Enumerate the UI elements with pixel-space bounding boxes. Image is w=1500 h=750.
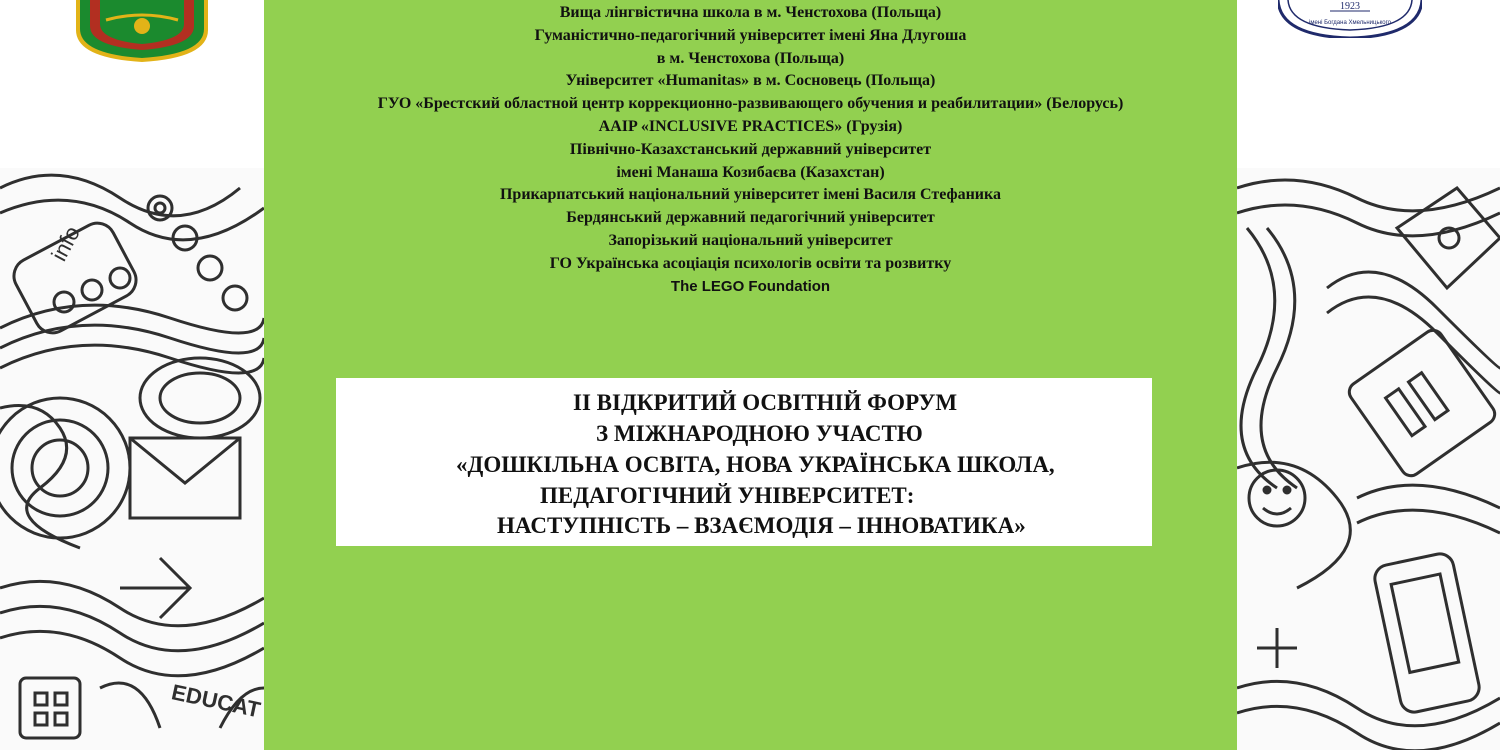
organizer-item: ГУО «Брестский областной центр коррекционно-развивающего обучения и реабилитации» (Белорусь) — [377, 95, 1124, 113]
seal-text: імені Богдана Хмельницького — [1309, 20, 1391, 26]
organizer-item: Бердянський державний педагогічний університет — [566, 209, 935, 227]
university-crest-logo — [76, 0, 208, 62]
forum-title-box — [336, 378, 1152, 546]
organizers-list — [264, 2, 1237, 298]
seal-year: 1923 — [1340, 1, 1360, 12]
forum-title-line-3: «ДОШКІЛЬНА ОСВІТА, НОВА УКРАЇНСЬКА ШКОЛА, — [456, 452, 1055, 477]
organizer-item: ГО Українська асоціація психологів освіти та розвитку — [549, 254, 952, 272]
organizer-item: Північно-Казахстанський державний університет — [569, 140, 932, 158]
university-seal-logo — [1278, 0, 1422, 38]
organizer-item: Прикарпатський національний університет імені Василя Стефаника — [499, 186, 1001, 204]
organizer-item: The LEGO Foundation — [670, 277, 831, 295]
doodle-word-info: info — [46, 221, 85, 266]
forum-title-line-5: НАСТУПНІСТЬ – ВЗАЄМОДІЯ – ІННОВАТИКА» — [497, 513, 1026, 538]
organizer-item: AAIP «INCLUSIVE PRACTICES» (Грузія) — [598, 117, 903, 135]
left-doodle-illustration — [0, 168, 264, 750]
right-doodle-illustration — [1237, 168, 1500, 750]
forum-title-line-2: З МІЖНАРОДНОЮ УЧАСТЮ — [596, 421, 923, 446]
doodle-word-educat: EDUCAT — [169, 679, 263, 723]
organizer-item: в м. Ченстохова (Польща) — [656, 49, 845, 67]
organizer-item: Університет «Humanitas» в м. Сосновець (Польща) — [565, 72, 936, 90]
organizer-item: імені Манаша Козибаєва (Казахстан) — [616, 163, 885, 181]
organizers-panel — [264, 0, 1237, 750]
organizer-item: Гуманістично-педагогічний університет імені Яна Длугоша — [534, 26, 967, 44]
organizer-item: Запорізький національний університет — [608, 231, 893, 249]
organizer-item: Вища лінгвістична школа в м. Ченстохова (Польща) — [559, 4, 942, 21]
forum-title-line-1: ІІ ВІДКРИТИЙ ОСВІТНІЙ ФОРУМ — [573, 390, 958, 415]
forum-title-line-4: ПЕДАГОГІЧНИЙ УНІВЕРСИТЕТ: — [540, 483, 915, 508]
